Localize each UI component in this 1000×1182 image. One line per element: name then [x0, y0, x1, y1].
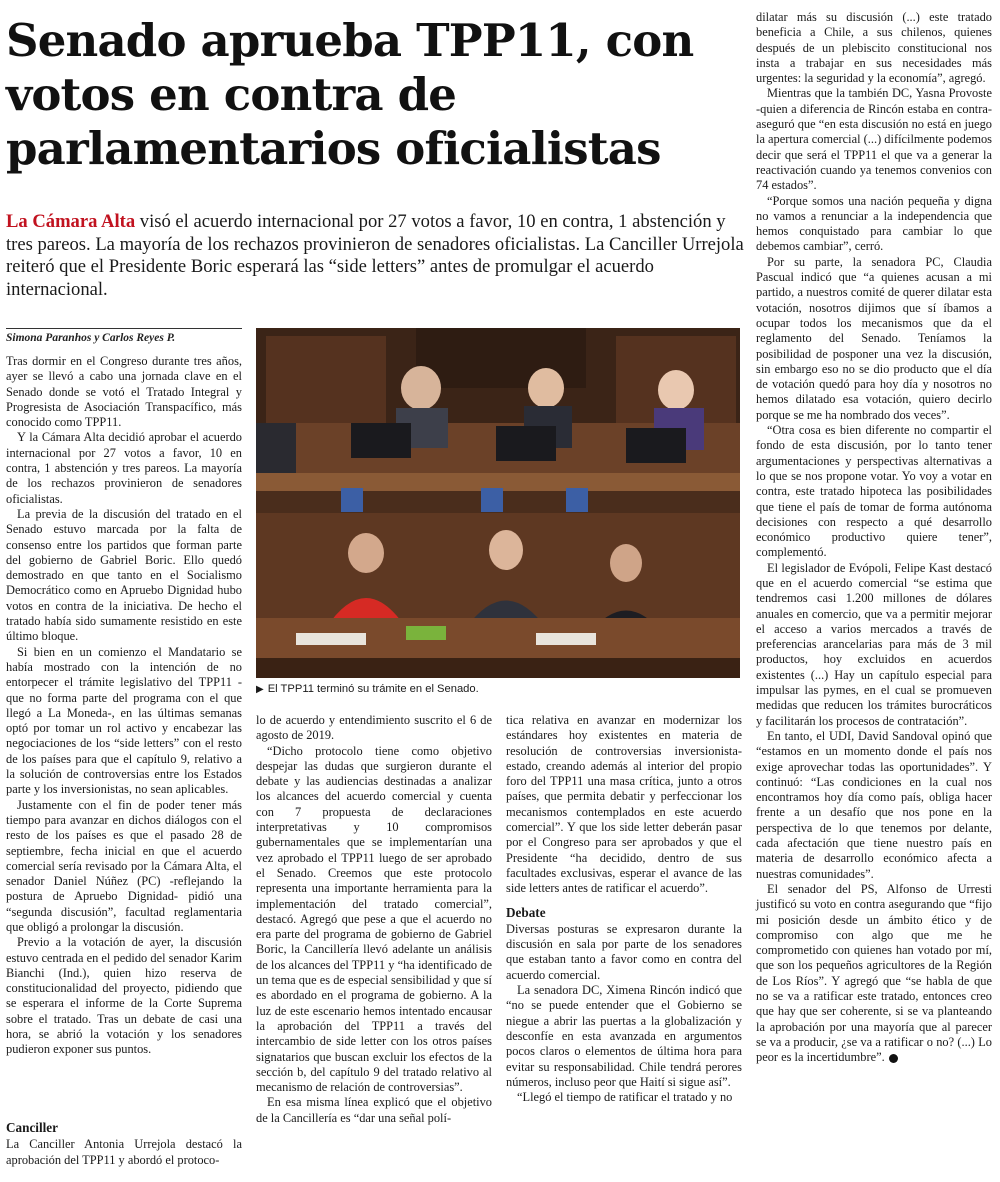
paragraph: “Dicho protocolo tiene como objetivo despejar las dudas que surgieron durante el debate y las audiencias destinadas a analizar los alcances del acuerdo comercial y cuenta con 7 propuesta de declaraciones interpretativas y 10 compromisos gubernamentales que se implementarían una vez aprobado el TPP11 luego de ser aprobado el Senado. Creemos que este protocolo representa una importante herramienta para la implementación del tratado comercial”, destacó. Agregó que pese a que el acuerdo no era parte del programa de gobierno de Gabriel Boric, la Cancillería llevó adelante un análisis de los alcances del TPP11 y “ha identificado de un tema que es de especial sensibilidad y que sí es abordado en el programa de gobierno. A la luz de este escenario hemos intentado encausar la aprobación del TPP11 a través del intercambio de side letter con los otros países signatarios que buscan excluir los efectos de la sección b, del capítulo 9 del tratado relativo al mecanismo de relación de controversias”.: [256, 743, 492, 1095]
lead-paragraph: [6, 211, 748, 301]
paragraph: Si bien en un comienzo el Mandatario se había mostrado con la intención de no entorpecer el trámite legislativo del TPP11 -que no forma parte del programa con el que llegó a La Moneda-, en las últimas semanas optó por tomar un rol activo y encabezar las negociaciones de los “side letters” con el resto de los países para que el capítulo 9, relativo a la solución de controversias entre los Estados parte y los inversionistas, no sean aplicables.: [6, 644, 242, 797]
end-mark-icon: [889, 1054, 898, 1063]
paragraph: Tras dormir en el Congreso durante tres años, ayer se llevó a cabo una jornada clave en el Senado donde se votó el Tratado Integral y Progresista de Asociación Transpacífico, más conocido como TPP11.: [6, 354, 242, 430]
headline: Senado aprueba TPP11, con votos en contra de parlamentarios oficialistas: [6, 14, 694, 175]
column-1: [6, 354, 242, 1058]
byline-divider: [6, 328, 242, 329]
paragraph-final: [756, 882, 992, 1066]
paragraph: Mientras que la también DC, Yasna Provoste -quien a diferencia de Rincón estaba en contra- aseguró que “en esta discusión no está en juego la apertura comercial (...) difícilmente podemos decir que será el TPP11 el que va a generar la reactivación cuando ya tenemos convenios con 74 estados”.: [756, 86, 993, 193]
byline: Simona Paranhos y Carlos Reyes P.: [6, 332, 176, 344]
paragraph: “Otra cosa es bien diferente no compartir el fondo de esta discusión, por lo tanto tener argumentaciones y perspectivas alternativas a lo que se nos propone votar. Yo voy a votar en contra, este tratado hipoteca las posibilidades que tiene el país de tomar de forma autónoma decisiones con respecto a qué desarrollo económico productivo quiere tener”, complementó.: [756, 423, 992, 560]
paragraph: dilatar más su discusión (...) este tratado beneficia a Chile, a sus chilenos, quienes después de un plebiscito constitucional nos insta a trabajar en sus necesidades más urgentes: la seguridad y la economía”, agregó.: [756, 10, 992, 86]
paragraph: Diversas posturas se expresaron durante la discusión en sala por parte de los senadores que estaban tanto a favor como en contra del acuerdo comercial.: [506, 921, 742, 982]
senate-chamber-illustration: [256, 328, 740, 678]
final-text: El senador del PS, Alfonso de Urresti justificó su voto en contra asegurando que “fijo mi posición desde un ámbito ético y de compromiso con algo que me he comprometido con quienes han votado por mí, que son los pequeños agricultores de la Región de Los Ríos”. Y agregó que “se habla de que no se va a ratificar este tratado, entonces creo que hay que ser coherente, si se va planteando la aprobación por una mayoría que al parecer se va a producir, ¿se va a ratificar o no? (...) Lo peor es la incertidumbre”.: [756, 881, 992, 1065]
column-2: [256, 713, 492, 1126]
subhead-debate: Debate: [506, 904, 546, 920]
column-4: [756, 10, 992, 1065]
column-3: [506, 713, 742, 1105]
paragraph: El legislador de Evópoli, Felipe Kast destacó que en el acuerdo comercial “se estima que tendremos casi 1.200 millones de dólares anuales en comercio, que va a permitir mejorar el acceso a varios mercados a través de preferencias arancelarias para más de 3 mil productos, hoy excluidos en acuerdos existentes (...) Hay un capítulo especial para impulsar las pymes, en el cual se promueven medidas que reducen los trámites burocráticos y facilitarán los procesos de contratación”.: [756, 560, 992, 728]
senate-photo: [256, 328, 740, 678]
paragraph: La senadora DC, Ximena Rincón indicó que “no se puede entender que el Gobierno se niegue a abrir las puertas a la globalización y desconfíe en esta avanzada en argumentos pocos claros o elementos de última hora para evitar su responsabilidad. Chile tendrá perores números, incluso peor que Haití si sigue así”.: [506, 983, 742, 1089]
photo-caption: [256, 683, 740, 695]
paragraph: “Llegó el tiempo de ratificar el tratado y no: [517, 1090, 733, 1105]
paragraph: lo de acuerdo y entendimiento suscrito el 6 de agosto de 2019.: [256, 713, 492, 743]
paragraph: Justamente con el fin de poder tener más tiempo para avanzar en dichos diálogos con el resto de los países es que el pasado 28 de septiembre, fecha inicial en que el acuerdo comercial sería revisado por la Cámara Alta, el senador Daniel Núñez (PC) -reflejando la postura de Apruebo Dignidad- pidió una “segunda discusión”, facultad reglamentaria que obligó a prolongar la discusión.: [6, 797, 242, 934]
paragraph: Previo a la votación de ayer, la discusión estuvo centrada en el pedido del senador Karim Bianchi (Ind.), quien hizo reserva de constitucionalidad del proyecto, pidiendo que se esperara el informe de la Corte Suprema sobre el tratado. Tras un debate de casi una hora, se abrió la votación y los senadores pudieron exponer sus puntos.: [6, 935, 242, 1057]
lead-kicker: La Cámara Alta: [6, 211, 136, 232]
paragraph: Por su parte, la senadora PC, Claudia Pascual indicó que “a quienes acusan a mi partido, a nuestros comité de querer dilatar esta votación, nosotros dijimos que sí íbamos a ocupar todos los mecanismos que da el reglamento del Senado. Teníamos la posibilidad de posponer una vez la discusión, sin embargo eso no se dio producto que el día de votación quedó para hoy día y nosotros no hemos dilatado esa votación, quiero decirlo porque se me ha nombrado dos veces”.: [756, 254, 992, 422]
photo-caption-text: El TPP11 terminó su trámite en el Senado.: [267, 683, 479, 695]
paragraph: En esa misma línea explicó que el objetivo de la Cancillería es “dar una señal polí-: [256, 1095, 492, 1125]
paragraph: “Porque somos una nación pequeña y digna no vamos a renunciar a la independencia que hemos conquistado para cambiar lo que debemos cambiar”, cerró.: [756, 193, 992, 254]
column-1-bottom: [6, 1120, 242, 1168]
paragraph: tica relativa en avanzar en modernizar los estándares hoy existentes en materia de resolución de controversias inversionista-estado, creando además al interior del propio foro del TPP11 una masa crítica, junto a otros países, que permita debatir y perfeccionar los mecanismos contemplados en este acuerdo comercial”. Y que los side letter deberán pasar por el Congreso para ser aprobados y que el Presidente “ha decidido, dentro de sus facultades exclusivas, esperar el avance de las side letters antes de ratificar el acuerdo”.: [506, 713, 742, 896]
paragraph: La Canciller Antonia Urrejola destacó la aprobación del TPP11 y abordó el protoco-: [6, 1137, 242, 1167]
paragraph: En tanto, el UDI, David Sandoval opinó que “estamos en un momento donde el país nos exige aprovechar todas las oportunidades”. Y continuó: “Las condiciones en la cual nos encontramos hoy día como país, obliga hacer frente a un desafío que nos pone en la perspectiva de lo que tenemos por delante, cada afectación que tiene nuestro país en materia de desarrollo económico afecta a nuestras comunidades”.: [756, 728, 992, 881]
paragraph: La previa de la discusión del tratado en el Senado estuvo marcada por la falta de consenso entre los partidos que forman parte del gobierno de Gabriel Boric. Ello quedó demostrado en que tanto en el Socialismo Democrático como en Apruebo Dignidad hubo votos en contra de la iniciativa. De hecho el tratado había sido sumamente resistido en este último bloque.: [6, 506, 242, 644]
subhead-canciller: Canciller: [6, 1120, 59, 1135]
paragraph: Y la Cámara Alta decidió aprobar el acuerdo internacional por 27 votos a favor, 10 en contra, 1 abstención y tres pareos. La mayoría de los rechazos provinieron de senadores oficialistas.: [6, 430, 242, 506]
triangle-bullet-icon: ▶: [256, 684, 264, 695]
lead-text: visó el acuerdo internacional por 27 votos a favor, 10 en contra, 1 abstención y tres pareos. La mayoría de los rechazos provinieron de senadores oficialistas. La Canciller Urrejola reiteró que el Presidente Boric esperará las “side letters” antes de promulgar el acuerdo internacional.: [6, 211, 744, 300]
